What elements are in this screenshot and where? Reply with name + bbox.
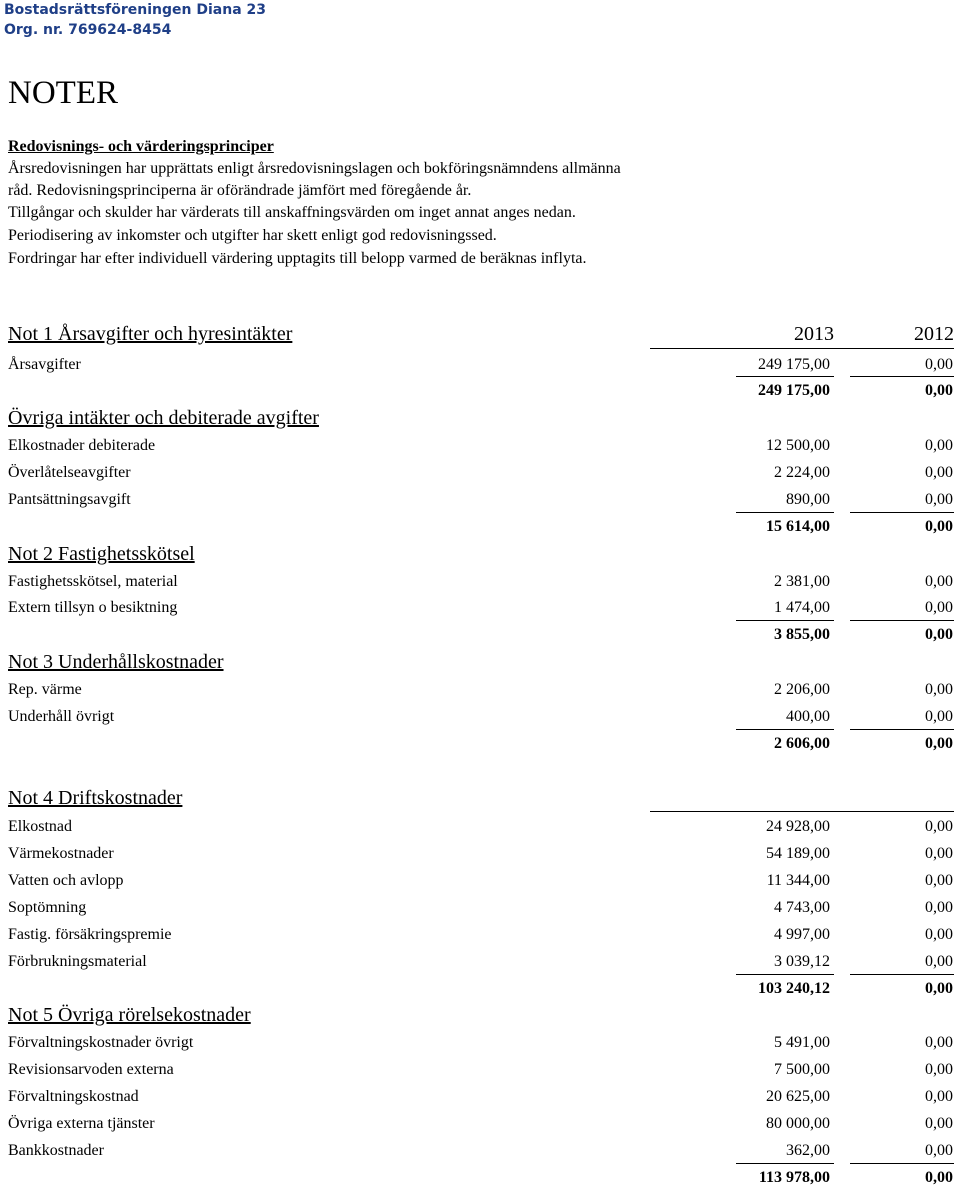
column-rule-2012 <box>850 1163 954 1164</box>
row-label: Bankkostnader <box>8 1142 104 1159</box>
value-2012: 0,00 <box>925 1169 953 1186</box>
column-rule-2013 <box>736 376 834 377</box>
value-2013: 2 606,00 <box>774 735 830 752</box>
row-label: Elkostnad <box>8 818 72 835</box>
principles-line: råd. Redovisningsprinciperna är oförändrade jämfört med föregående år. <box>8 182 472 199</box>
principles-line: Årsredovisningen har upprättats enligt årsredovisningslagen och bokföringsnämndens allmänna <box>8 160 621 177</box>
value-2012: 0,00 <box>925 1088 953 1105</box>
value-2013: 11 344,00 <box>766 872 830 889</box>
table-row <box>0 679 960 701</box>
value-2012: 0,00 <box>925 1034 953 1051</box>
value-2012: 0,00 <box>925 681 953 698</box>
row-label: Årsavgifter <box>8 356 81 373</box>
total-row <box>0 1167 960 1189</box>
column-rule-2013 <box>736 1163 834 1164</box>
row-label: Soptömning <box>8 899 87 916</box>
column-rule-2013 <box>736 729 834 730</box>
table-row <box>0 354 960 376</box>
value-2013: 12 500,00 <box>766 437 830 454</box>
value-2012: 0,00 <box>925 464 953 481</box>
value-2012: 0,00 <box>925 382 953 399</box>
total-row <box>0 624 960 646</box>
note5-heading: Not 5 Övriga rörelsekostnader <box>8 1004 251 1026</box>
table-row <box>0 1140 960 1162</box>
value-2012: 0,00 <box>925 1061 953 1078</box>
value-2013: 113 978,00 <box>758 1169 830 1186</box>
value-2012: 0,00 <box>925 708 953 725</box>
row-label: Överlåtelseavgifter <box>8 464 131 481</box>
table-row <box>0 1032 960 1054</box>
table-row <box>0 571 960 593</box>
table-row <box>0 597 960 619</box>
row-label: Fastig. försäkringspremie <box>8 926 172 943</box>
value-2013: 2 224,00 <box>774 464 830 481</box>
value-2012: 0,00 <box>925 518 953 535</box>
note4-header-rule <box>650 811 954 812</box>
value-2012: 0,00 <box>925 599 953 616</box>
value-2013: 2 206,00 <box>774 681 830 698</box>
value-2013: 20 625,00 <box>766 1088 830 1105</box>
value-2013: 3 855,00 <box>774 626 830 643</box>
value-2012: 0,00 <box>925 926 953 943</box>
table-row <box>0 1086 960 1108</box>
column-rule-2012 <box>850 620 954 621</box>
column-rule-2013 <box>736 620 834 621</box>
value-2012: 0,00 <box>925 491 953 508</box>
column-rule-2012 <box>850 512 954 513</box>
value-2012: 0,00 <box>925 953 953 970</box>
note4-heading: Not 4 Driftskostnader <box>8 787 183 809</box>
principles-line: Tillgångar och skulder har värderats till anskaffningsvärden om inget annat anges nedan. <box>8 204 576 221</box>
value-2013: 4 743,00 <box>774 899 830 916</box>
value-2013: 7 500,00 <box>774 1061 830 1078</box>
row-label: Extern tillsyn o besiktning <box>8 599 178 616</box>
note3-heading: Not 3 Underhållskostnader <box>8 651 224 673</box>
value-2012: 0,00 <box>925 573 953 590</box>
table-row <box>0 489 960 511</box>
value-2012: 0,00 <box>925 626 953 643</box>
row-label: Revisionsarvoden externa <box>8 1061 174 1078</box>
value-2012: 0,00 <box>925 356 953 373</box>
table-row <box>0 816 960 838</box>
row-label: Fastighetsskötsel, material <box>8 573 178 590</box>
value-2013: 890,00 <box>786 491 830 508</box>
note1-heading: Not 1 Årsavgifter och hyresintäkter <box>8 323 293 345</box>
value-2013: 4 997,00 <box>774 926 830 943</box>
value-2012: 0,00 <box>925 818 953 835</box>
note2-heading: Not 2 Fastighetsskötsel <box>8 543 195 565</box>
row-label: Förvaltningskostnader övrigt <box>8 1034 194 1051</box>
org-name: Bostadsrättsföreningen Diana 23 <box>4 2 267 18</box>
value-2013: 80 000,00 <box>766 1115 830 1132</box>
value-2013: 362,00 <box>786 1142 830 1159</box>
table-row <box>0 1059 960 1081</box>
value-2013: 1 474,00 <box>774 599 830 616</box>
table-row <box>0 435 960 457</box>
value-2013: 103 240,12 <box>758 980 830 997</box>
value-2012: 0,00 <box>925 1142 953 1159</box>
value-2013: 400,00 <box>786 708 830 725</box>
row-label: Rep. värme <box>8 681 82 698</box>
table-row <box>0 924 960 946</box>
total-row <box>0 380 960 402</box>
value-2013: 24 928,00 <box>766 818 830 835</box>
row-label: Värmekostnader <box>8 845 114 862</box>
table-row <box>0 706 960 728</box>
value-2013: 249 175,00 <box>758 356 830 373</box>
value-2012: 0,00 <box>925 899 953 916</box>
principles-line: Fordringar har efter individuell värdering upptagits till belopp varmed de beräknas inflyta. <box>8 250 587 267</box>
year-2013-header: 2013 <box>794 323 834 345</box>
table-row <box>0 951 960 973</box>
org-number: Org. nr. 769624-8454 <box>4 22 172 38</box>
value-2012: 0,00 <box>925 845 953 862</box>
row-label: Övriga externa tjänster <box>8 1115 155 1132</box>
table-row <box>0 462 960 484</box>
value-2012: 0,00 <box>925 980 953 997</box>
page-title: NOTER <box>8 75 118 111</box>
total-row <box>0 733 960 755</box>
header-rule <box>650 348 954 349</box>
row-label: Förbrukningsmaterial <box>8 953 147 970</box>
value-2013: 54 189,00 <box>766 845 830 862</box>
row-label: Förvaltningskostnad <box>8 1088 139 1105</box>
table-row <box>0 1113 960 1135</box>
row-label: Underhåll övrigt <box>8 708 115 725</box>
column-rule-2012 <box>850 376 954 377</box>
value-2013: 3 039,12 <box>774 953 830 970</box>
column-rule-2012 <box>850 974 954 975</box>
table-row <box>0 897 960 919</box>
table-row <box>0 870 960 892</box>
value-2013: 2 381,00 <box>774 573 830 590</box>
value-2012: 0,00 <box>925 437 953 454</box>
value-2012: 0,00 <box>925 1115 953 1132</box>
table-row <box>0 843 960 865</box>
other-income-heading: Övriga intäkter och debiterade avgifter <box>8 407 319 429</box>
column-rule-2012 <box>850 729 954 730</box>
value-2013: 249 175,00 <box>758 382 830 399</box>
total-row <box>0 516 960 538</box>
total-row <box>0 978 960 1000</box>
principles-heading: Redovisnings- och värderingsprinciper <box>8 138 274 155</box>
value-2013: 15 614,00 <box>766 518 830 535</box>
value-2013: 5 491,00 <box>774 1034 830 1051</box>
value-2012: 0,00 <box>925 735 953 752</box>
column-rule-2013 <box>736 974 834 975</box>
year-2012-header: 2012 <box>914 323 954 345</box>
row-label: Elkostnader debiterade <box>8 437 156 454</box>
principles-line: Periodisering av inkomster och utgifter har skett enligt god redovisningssed. <box>8 227 497 244</box>
value-2012: 0,00 <box>925 872 953 889</box>
row-label: Pantsättningsavgift <box>8 491 131 508</box>
column-rule-2013 <box>736 512 834 513</box>
row-label: Vatten och avlopp <box>8 872 124 889</box>
